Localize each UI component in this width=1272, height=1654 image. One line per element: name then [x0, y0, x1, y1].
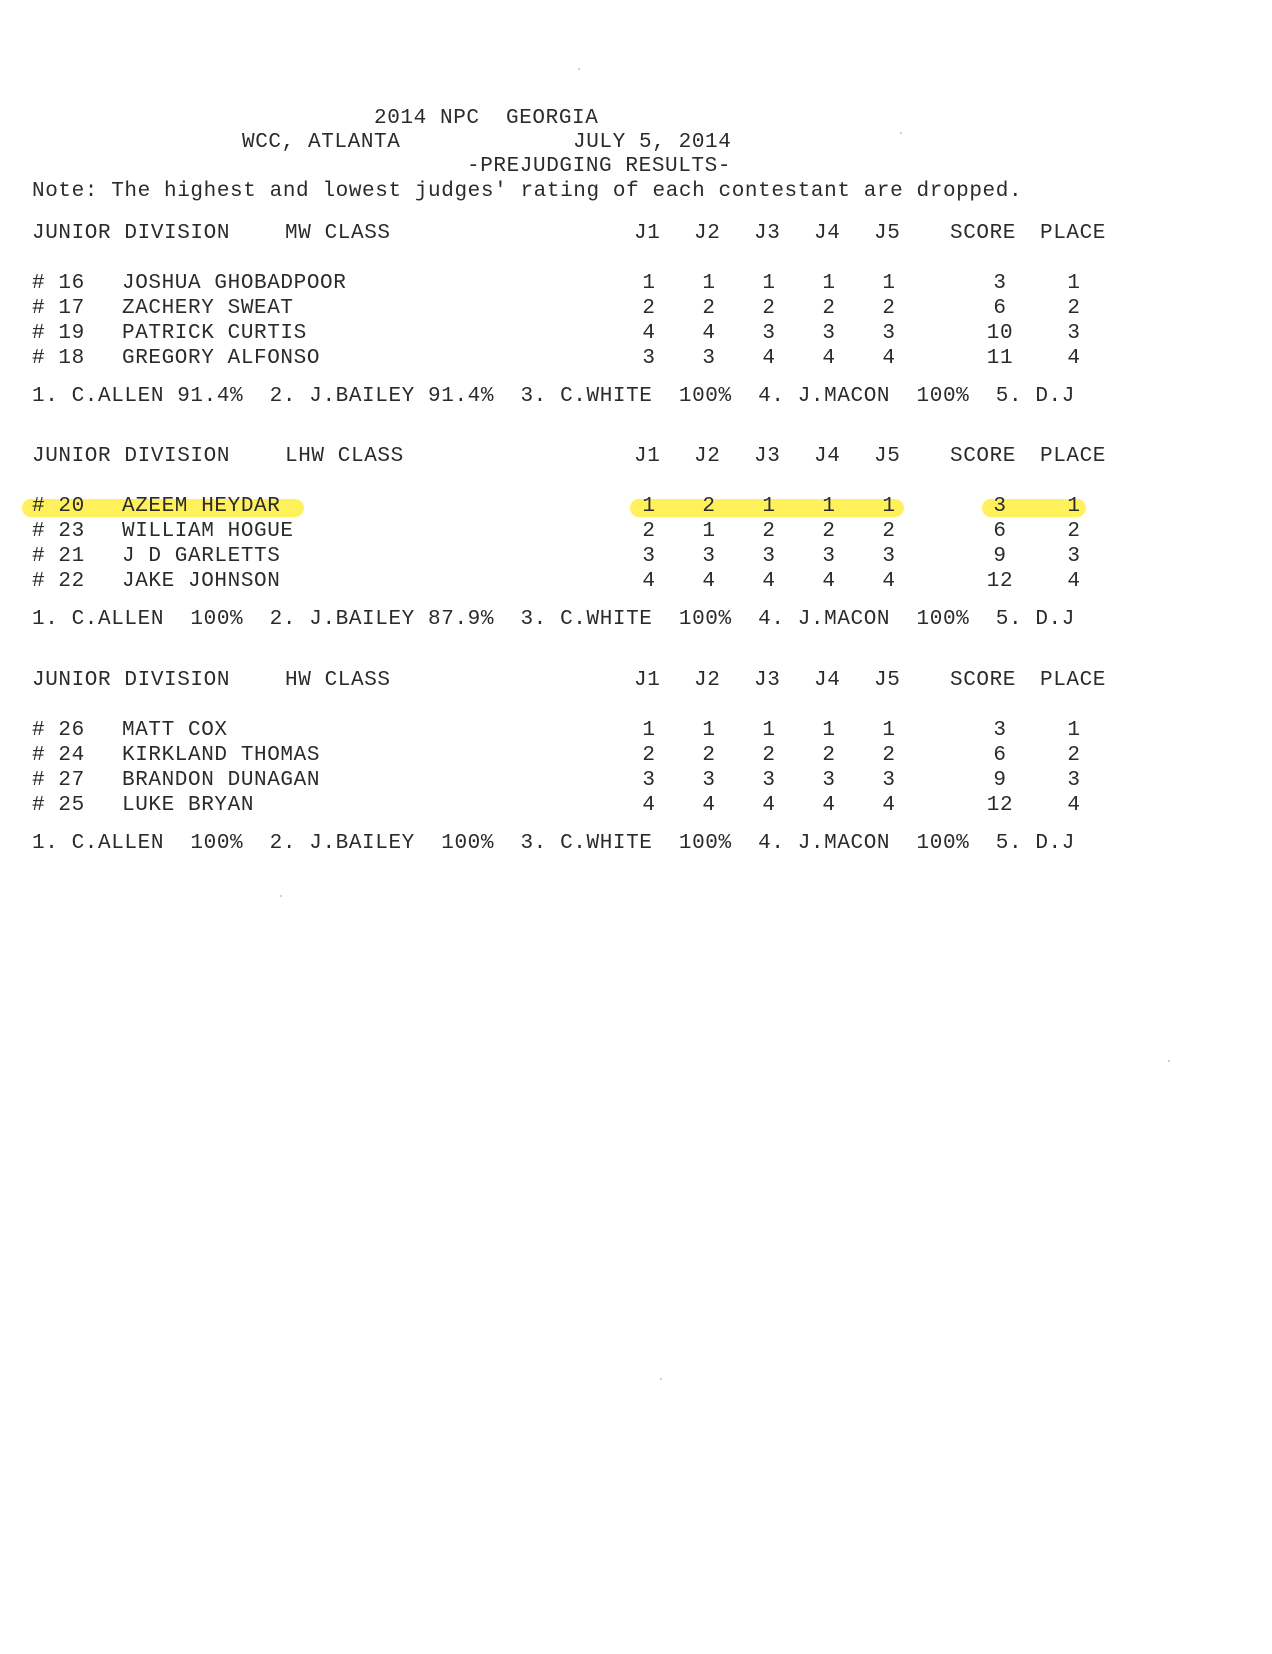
cell-score: 12	[986, 570, 1014, 593]
contestant-number: # 23	[32, 520, 85, 543]
cell-j2: 4	[702, 570, 716, 593]
document-subtitle: -PREJUDGING RESULTS-	[467, 155, 732, 178]
cell-j5: 3	[882, 322, 896, 345]
contestant-name: J D GARLETTS	[122, 545, 281, 568]
cell-j3: 4	[762, 794, 776, 817]
cell-j5: 1	[882, 719, 896, 742]
cell-place: 3	[1067, 769, 1081, 792]
cell-place: 1	[1067, 495, 1081, 518]
date-text: JULY 5, 2014	[573, 131, 732, 154]
column-header-j3: J3	[754, 669, 781, 692]
cell-score: 9	[993, 545, 1007, 568]
cell-j1: 4	[642, 794, 656, 817]
contestant-name: JAKE JOHNSON	[122, 570, 281, 593]
contestant-name: JOSHUA GHOBADPOOR	[122, 272, 347, 295]
column-header-place: PLACE	[1040, 445, 1107, 468]
judges-line: 1. C.ALLEN 91.4% 2. J.BAILEY 91.4% 3. C.WHITE 100% 4. J.MACON 100% 5. D.J	[32, 385, 1075, 408]
cell-score: 3	[993, 272, 1007, 295]
column-header-score: SCORE	[950, 222, 1017, 245]
cell-j1: 2	[642, 297, 656, 320]
contestant-name: BRANDON DUNAGAN	[122, 769, 321, 792]
cell-j2: 4	[702, 794, 716, 817]
venue-text: WCC, ATLANTA	[242, 131, 401, 154]
column-header-j3: J3	[754, 445, 781, 468]
cell-place: 4	[1067, 347, 1081, 370]
column-header-j2: J2	[694, 445, 721, 468]
cell-j1: 4	[642, 570, 656, 593]
cell-j5: 3	[882, 769, 896, 792]
cell-place: 2	[1067, 520, 1081, 543]
contestant-number: # 16	[32, 272, 85, 295]
cell-j2: 1	[702, 719, 716, 742]
cell-j4: 4	[822, 794, 836, 817]
cell-j3: 2	[762, 744, 776, 767]
cell-j5: 2	[882, 520, 896, 543]
cell-j4: 2	[822, 520, 836, 543]
cell-score: 11	[986, 347, 1014, 370]
cell-score: 6	[993, 520, 1007, 543]
cell-j3: 3	[762, 769, 776, 792]
contestant-name: AZEEM HEYDAR	[122, 495, 281, 518]
cell-j3: 2	[762, 297, 776, 320]
cell-place: 3	[1067, 322, 1081, 345]
division-label: JUNIOR DIVISION	[32, 669, 231, 692]
contestant-name: ZACHERY SWEAT	[122, 297, 294, 320]
contestant-number: # 20	[32, 495, 85, 518]
scan-speck	[1168, 1060, 1170, 1062]
cell-j4: 1	[822, 272, 836, 295]
column-header-j4: J4	[814, 222, 841, 245]
column-header-j5: J5	[874, 222, 901, 245]
contestant-number: # 25	[32, 794, 85, 817]
contestant-number: # 21	[32, 545, 85, 568]
contestant-number: # 24	[32, 744, 85, 767]
cell-j1: 3	[642, 769, 656, 792]
cell-j3: 1	[762, 719, 776, 742]
cell-j1: 3	[642, 347, 656, 370]
contestant-number: # 26	[32, 719, 85, 742]
scan-speck	[578, 68, 580, 70]
cell-j4: 4	[822, 347, 836, 370]
cell-j3: 1	[762, 272, 776, 295]
cell-j5: 3	[882, 545, 896, 568]
cell-j1: 3	[642, 545, 656, 568]
cell-place: 2	[1067, 297, 1081, 320]
cell-j5: 1	[882, 272, 896, 295]
cell-place: 4	[1067, 794, 1081, 817]
column-header-j3: J3	[754, 222, 781, 245]
cell-j2: 4	[702, 322, 716, 345]
cell-place: 2	[1067, 744, 1081, 767]
cell-score: 12	[986, 794, 1014, 817]
note-text: Note: The highest and lowest judges' rating of each contestant are dropped.	[32, 180, 1023, 203]
cell-place: 1	[1067, 272, 1081, 295]
column-header-j2: J2	[694, 222, 721, 245]
class-label: HW CLASS	[285, 669, 391, 692]
cell-j1: 2	[642, 744, 656, 767]
cell-j5: 2	[882, 744, 896, 767]
column-header-j1: J1	[634, 445, 661, 468]
scan-speck	[660, 1378, 662, 1380]
cell-j1: 1	[642, 272, 656, 295]
contestant-number: # 17	[32, 297, 85, 320]
contestant-number: # 22	[32, 570, 85, 593]
cell-j2: 1	[702, 520, 716, 543]
cell-place: 4	[1067, 570, 1081, 593]
column-header-score: SCORE	[950, 669, 1017, 692]
column-header-place: PLACE	[1040, 669, 1107, 692]
cell-j3: 1	[762, 495, 776, 518]
cell-j3: 4	[762, 570, 776, 593]
cell-j2: 3	[702, 545, 716, 568]
contestant-name: WILLIAM HOGUE	[122, 520, 294, 543]
scan-speck	[900, 132, 902, 134]
cell-place: 3	[1067, 545, 1081, 568]
cell-j5: 2	[882, 297, 896, 320]
cell-j2: 3	[702, 769, 716, 792]
column-header-score: SCORE	[950, 445, 1017, 468]
cell-j4: 2	[822, 744, 836, 767]
column-header-j5: J5	[874, 669, 901, 692]
cell-score: 9	[993, 769, 1007, 792]
cell-j4: 1	[822, 495, 836, 518]
cell-j5: 4	[882, 570, 896, 593]
cell-j2: 3	[702, 347, 716, 370]
cell-score: 3	[993, 495, 1007, 518]
contestant-number: # 19	[32, 322, 85, 345]
cell-j4: 3	[822, 545, 836, 568]
cell-j4: 4	[822, 570, 836, 593]
cell-j3: 3	[762, 545, 776, 568]
column-header-place: PLACE	[1040, 222, 1107, 245]
contestant-name: MATT COX	[122, 719, 228, 742]
judges-line: 1. C.ALLEN 100% 2. J.BAILEY 87.9% 3. C.WHITE 100% 4. J.MACON 100% 5. D.J	[32, 608, 1075, 631]
cell-score: 10	[986, 322, 1014, 345]
cell-j5: 1	[882, 495, 896, 518]
contestant-number: # 18	[32, 347, 85, 370]
column-header-j5: J5	[874, 445, 901, 468]
cell-j3: 4	[762, 347, 776, 370]
scan-speck	[280, 895, 282, 897]
cell-score: 3	[993, 719, 1007, 742]
column-header-j4: J4	[814, 445, 841, 468]
column-header-j1: J1	[634, 669, 661, 692]
contestant-name: PATRICK CURTIS	[122, 322, 307, 345]
column-header-j1: J1	[634, 222, 661, 245]
cell-j1: 1	[642, 495, 656, 518]
class-label: MW CLASS	[285, 222, 391, 245]
cell-place: 1	[1067, 719, 1081, 742]
cell-j4: 3	[822, 322, 836, 345]
cell-score: 6	[993, 744, 1007, 767]
division-label: JUNIOR DIVISION	[32, 445, 231, 468]
contestant-name: LUKE BRYAN	[122, 794, 255, 817]
cell-j2: 2	[702, 297, 716, 320]
cell-j2: 2	[702, 495, 716, 518]
cell-score: 6	[993, 297, 1007, 320]
cell-j3: 2	[762, 520, 776, 543]
cell-j4: 3	[822, 769, 836, 792]
cell-j4: 1	[822, 719, 836, 742]
class-label: LHW CLASS	[285, 445, 404, 468]
division-label: JUNIOR DIVISION	[32, 222, 231, 245]
cell-j5: 4	[882, 794, 896, 817]
cell-j1: 2	[642, 520, 656, 543]
judges-line: 1. C.ALLEN 100% 2. J.BAILEY 100% 3. C.WHITE 100% 4. J.MACON 100% 5. D.J	[32, 832, 1075, 855]
contestant-number: # 27	[32, 769, 85, 792]
contestant-name: GREGORY ALFONSO	[122, 347, 321, 370]
cell-j2: 2	[702, 744, 716, 767]
column-header-j4: J4	[814, 669, 841, 692]
cell-j3: 3	[762, 322, 776, 345]
contestant-name: KIRKLAND THOMAS	[122, 744, 321, 767]
cell-j1: 1	[642, 719, 656, 742]
cell-j2: 1	[702, 272, 716, 295]
document-title: 2014 NPC GEORGIA	[374, 107, 599, 130]
cell-j4: 2	[822, 297, 836, 320]
cell-j1: 4	[642, 322, 656, 345]
cell-j5: 4	[882, 347, 896, 370]
column-header-j2: J2	[694, 669, 721, 692]
